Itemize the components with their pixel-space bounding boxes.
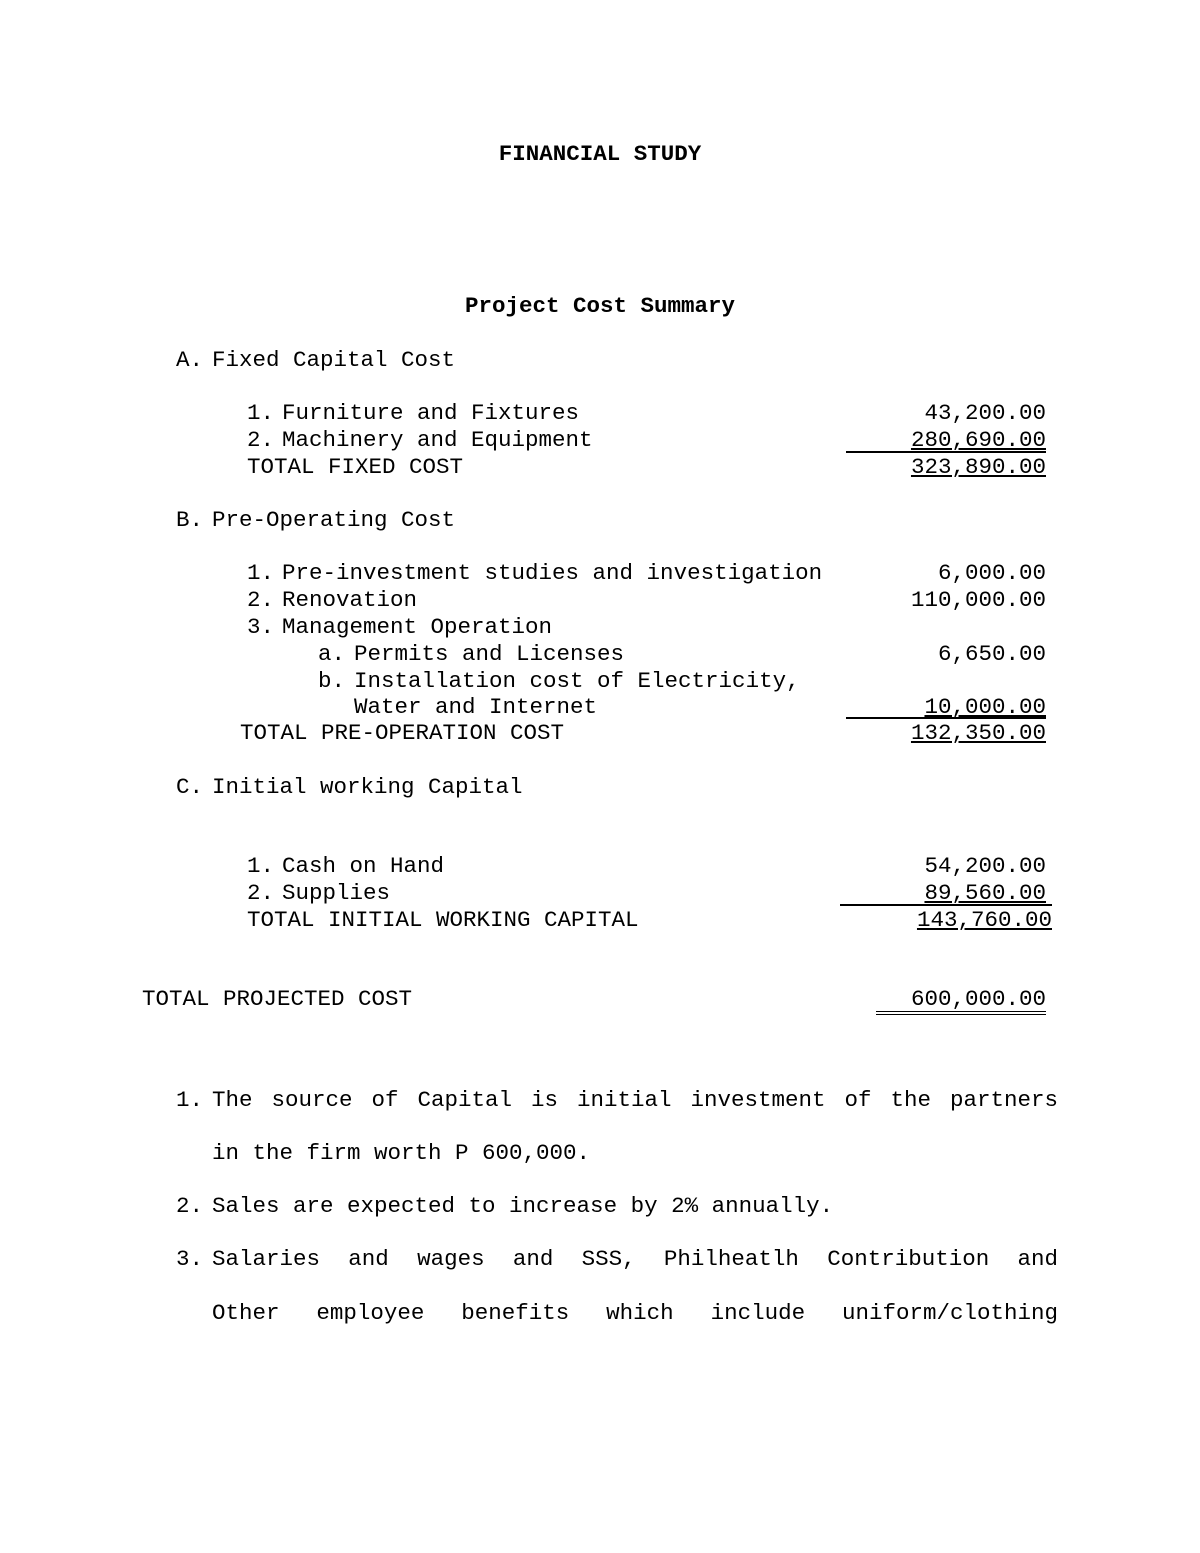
note-text: Salaries and wages and SSS, Philheatlh Contribution and bbox=[212, 1246, 1058, 1272]
grand-total-value: 600,000.00 bbox=[876, 987, 1046, 1015]
note-number: 3. bbox=[176, 1246, 204, 1272]
item-label: Cash on Hand bbox=[282, 853, 445, 879]
item-number: 2. bbox=[247, 880, 275, 906]
section-heading: Fixed Capital Cost bbox=[212, 347, 456, 373]
subitem-label: Installation cost of Electricity, bbox=[354, 668, 800, 694]
item-number: 3. bbox=[247, 614, 275, 640]
section-marker: C. bbox=[176, 774, 204, 800]
item-number: 2. bbox=[247, 427, 275, 453]
item-number: 1. bbox=[247, 400, 275, 426]
item-label: Supplies bbox=[282, 880, 391, 906]
note-number: 1. bbox=[176, 1087, 204, 1113]
total-label: TOTAL FIXED COST bbox=[247, 454, 464, 480]
item-label: Pre-investment studies and investigation bbox=[282, 560, 823, 586]
item-amount: 110,000.00 bbox=[910, 587, 1046, 613]
item-amount: 10,000.00 bbox=[924, 694, 1046, 720]
total-amount: 132,350.00 bbox=[846, 717, 1046, 747]
document-subtitle: Project Cost Summary bbox=[464, 293, 736, 319]
grand-total-label: TOTAL PROJECTED COST bbox=[142, 986, 413, 1012]
subitem-letter: b. bbox=[318, 668, 346, 694]
item-amount: 89,560.00 bbox=[924, 880, 1046, 906]
section-marker: B. bbox=[176, 507, 204, 533]
item-label: Machinery and Equipment bbox=[282, 427, 593, 453]
total-amount: 143,760.00 bbox=[840, 904, 1052, 934]
section-heading: Pre-Operating Cost bbox=[212, 507, 456, 533]
item-number: 2. bbox=[247, 587, 275, 613]
note-number: 2. bbox=[176, 1193, 204, 1219]
total-label: TOTAL INITIAL WORKING CAPITAL bbox=[247, 907, 639, 933]
item-label: Renovation bbox=[282, 587, 418, 613]
section-marker: A. bbox=[176, 347, 204, 373]
note-text-continued: Other employee benefits which include uniform/clothing bbox=[212, 1300, 1058, 1326]
grand-total-amount bbox=[876, 986, 1046, 1016]
note-text-continued: in the firm worth P 600,000. bbox=[212, 1140, 591, 1166]
note-text: Sales are expected to increase by 2% annually. bbox=[212, 1193, 834, 1219]
item-number: 1. bbox=[247, 560, 275, 586]
item-label: Furniture and Fixtures bbox=[282, 400, 580, 426]
subitem-label: Permits and Licenses bbox=[354, 641, 625, 667]
section-heading: Initial working Capital bbox=[212, 774, 523, 800]
item-amount: 43,200.00 bbox=[924, 400, 1046, 426]
note-text: The source of Capital is initial investment of the partners bbox=[212, 1087, 1058, 1113]
subitem-letter: a. bbox=[318, 641, 346, 667]
subitem-label-continued: Water and Internet bbox=[354, 694, 598, 720]
item-amount: 6,000.00 bbox=[937, 560, 1046, 586]
total-label: TOTAL PRE-OPERATION COST bbox=[240, 720, 565, 746]
item-amount: 6,650.00 bbox=[937, 641, 1046, 667]
total-amount: 323,890.00 bbox=[846, 451, 1046, 481]
document-title: FINANCIAL STUDY bbox=[498, 141, 702, 167]
item-label: Management Operation bbox=[282, 614, 553, 640]
item-number: 1. bbox=[247, 853, 275, 879]
item-amount: 54,200.00 bbox=[924, 853, 1046, 879]
item-amount: 280,690.00 bbox=[910, 427, 1046, 453]
